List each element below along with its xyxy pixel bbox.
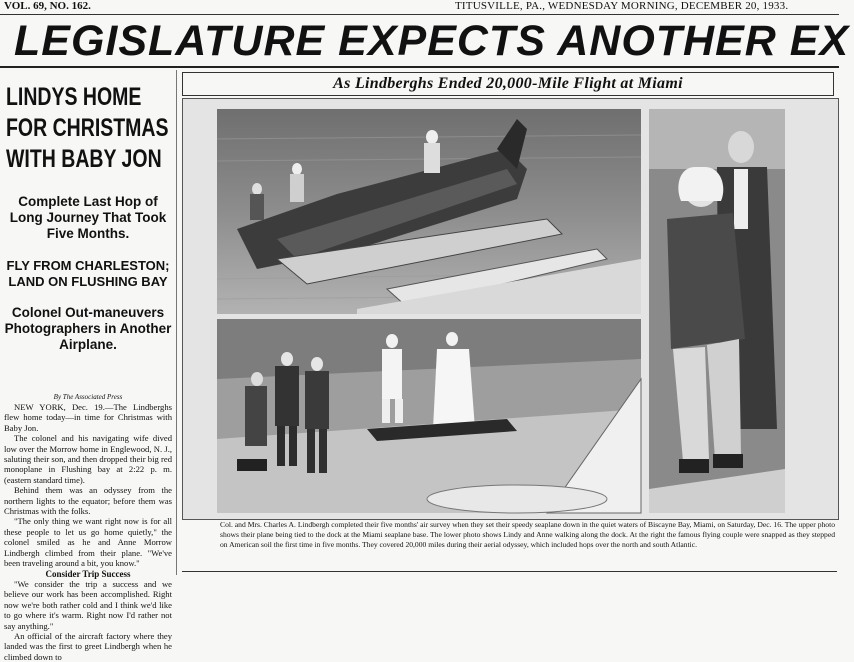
right-photo-couple	[649, 109, 785, 513]
headline-line: FOR CHRISTMAS	[6, 114, 169, 142]
upper-photo-seaplane	[217, 109, 641, 314]
story-paragraph: An official of the aircraft factory where they landed was the first to greet Lindbergh when he climbed down to	[4, 630, 172, 662]
story-body	[4, 402, 172, 662]
couple-image	[649, 109, 785, 513]
story-deck-1: Complete Last Hop of Long Journey That Took Five Months.	[9, 194, 167, 241]
seaplane-image	[217, 109, 641, 314]
photo-layout	[182, 98, 839, 520]
story-deck-2: FLY FROM CHARLESTON; LAND ON FLUSHING BAY	[6, 258, 170, 289]
headline-line: WITH BABY JON	[6, 145, 162, 173]
photo-caption: Col. and Mrs. Charles A. Lindbergh completed their five months' air survey when they set their speedy seaplane down in the quiet waters of Biscayne Bay, Miami, on Saturday, Dec. 16. The upper photo shows their plane being tied to the dock at the Miami seaplane base. The lower photo shows Lindy and Anne walking along the dock. At the right the famous flying couple were snapped as they stepped on American soil the first time in five months. They covered 20,000 miles during their aerial odyssey, which included hops over the north and south Atlantic.	[220, 520, 835, 549]
column-rule	[176, 70, 177, 575]
volume-number: VOL. 69, NO. 162.	[4, 0, 91, 12]
story-paragraph: Behind them was an odyssey from the northern lights to the equator; before them was Christmas with the folks.	[4, 485, 172, 517]
bottom-rule	[182, 571, 837, 572]
photo-title-box	[182, 72, 834, 96]
dock-image	[217, 319, 641, 513]
dateline: TITUSVILLE, PA., WEDNESDAY MORNING, DECEMBER 20, 1933.	[455, 0, 789, 12]
story-deck-3: Colonel Out-maneuvers Photographers in Another Airplane.	[4, 305, 172, 352]
story-paragraph: "The only thing we want right now is for all these people to let us go home quietly," the colonel smiled as he and Anne Morrow Lindbergh climbed from their plane. "We've been traveling around a bit, you know."	[4, 516, 172, 569]
banner-rule	[0, 66, 839, 68]
photo-title: As Lindberghs Ended 20,000-Mile Flight at Miami	[333, 75, 683, 92]
story-paragraph: "We consider the trip a success and we believe our work has been accomplished. Right now we're both rather cold and I think we'd like to go where it's warm. Right now I'd rather not say anything."	[4, 578, 172, 631]
story-paragraph: The colonel and his navigating wife dived low over the Morrow home in Englewood, N. J., saluting their son, and then dropped their big red monoplane in Flushing bay at 2:22 p. m. (eastern standard time).	[4, 433, 172, 485]
story-byline: By The Associated Press	[53, 393, 123, 401]
masthead	[0, 0, 839, 15]
story-paragraph: NEW YORK, Dec. 19.—The Lindberghs flew home today—in time for Christmas with Baby Jon.	[4, 402, 172, 433]
story-headline	[6, 82, 174, 175]
lead-story-column	[0, 70, 174, 662]
lower-photo-dock	[217, 319, 641, 513]
banner-headline: LEGISLATURE EXPECTS ANOTHER EX	[14, 17, 850, 65]
story-subhead: Consider Trip Success	[45, 568, 131, 579]
headline-line: LINDYS HOME	[6, 83, 142, 111]
